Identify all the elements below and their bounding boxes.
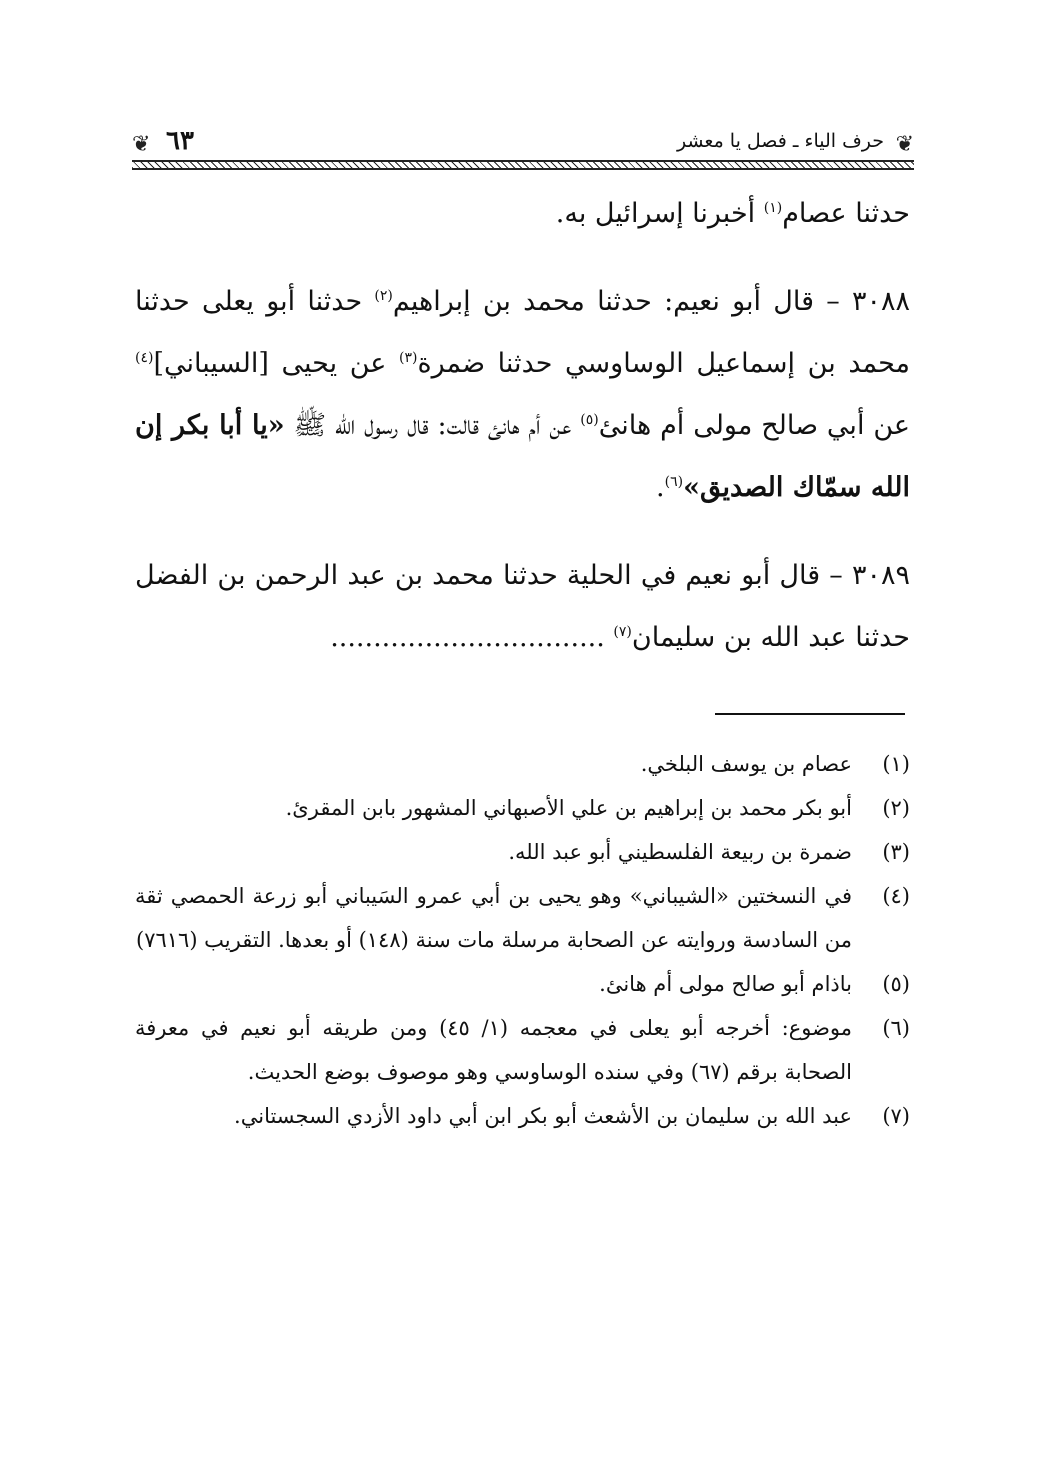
footnote-ref-4: (٤) [135, 350, 154, 366]
text-run: عن أبي صالح مولى أم هانئ [598, 410, 911, 441]
page-header [132, 120, 914, 180]
footnote-item [135, 874, 910, 962]
footnotes [135, 742, 910, 1138]
paragraph-continuation [135, 183, 910, 245]
ornament-left-icon: ❦ [132, 132, 151, 157]
text-run: عن يحيى [السيباني] [153, 348, 400, 379]
footnote-ref-5: (٥) [580, 412, 599, 428]
footnote-ref-6: (٦) [664, 474, 684, 490]
ornament-right-icon: ❦ [895, 132, 914, 157]
footnote-item [135, 1094, 910, 1138]
footnote-number: (٤) [882, 884, 910, 908]
footnote-number: (٦) [882, 1016, 910, 1040]
footnote-item [135, 962, 910, 1006]
text-run: حدثنا عصام [782, 198, 910, 229]
header-rule [132, 160, 914, 170]
footnote-text: ضمرة بن ربيعة الفلسطيني أبو عبد الله. [508, 840, 852, 864]
footnote-ref-3: (٣) [399, 350, 418, 366]
footnote-text: في النسختين «الشيباني» وهو يحيى بن أبي عمرو السَيباني أبو زرعة الحمصي ثقة من السادسة وروايته عن الصحابة مرسلة مات سنة (١٤٨) أو بعدها. التقريب (٧٦١٦) [135, 884, 852, 952]
footnote-text: عبد الله بن سليمان بن الأشعث أبو بكر ابن أبي داود الأزدي السجستاني. [234, 1104, 852, 1128]
text-run: ٣٠٨٨ – قال أبو نعيم: حدثنا محمد بن إبراهيم [392, 286, 911, 317]
footnote-number: (٧) [882, 1104, 910, 1128]
text-run: عن أم هانئ قالت: قال رسول الله ﷺ [284, 410, 581, 441]
footnote-item [135, 830, 910, 874]
footnote-text: موضوع: أخرجه أبو يعلى في معجمه (١/ ٤٥) ومن طريقه أبو نعيم في معرفة الصحابة برقم (٦٧) وفي سنده الوساوسي وهو موصوف بوضع الحديث. [135, 1016, 852, 1084]
continuation-dots: ................................ [330, 622, 614, 653]
footnote-number: (٣) [882, 840, 910, 864]
footnote-text: عصام بن يوسف البلخي. [640, 752, 852, 776]
footnote-number: (٢) [882, 796, 910, 820]
footnote-number: (٥) [882, 972, 910, 996]
text-run: أخبرنا إسرائيل به. [555, 198, 764, 229]
hadith-3089 [135, 545, 910, 669]
main-text [135, 183, 910, 669]
footnote-ref-2: (٢) [374, 288, 393, 304]
text-run: حدثنا أبو يعلى حدثنا محمد بن إسماعيل الوساوسي حدثنا ضمرة [135, 286, 911, 379]
footnote-ref-1: (١) [763, 200, 783, 216]
footnote-separator [715, 713, 905, 715]
hadith-quote: «يا أبا بكر إن الله سمّاك الصديق» [135, 410, 910, 503]
hadith-3088 [135, 271, 910, 519]
footnote-item [135, 1006, 910, 1094]
running-title: حرف الياء ـ فصل يا معشر [676, 130, 884, 152]
footnote-item [135, 742, 910, 786]
footnote-ref-7: (٧) [613, 624, 632, 640]
footnote-number: (١) [882, 752, 910, 776]
footnote-text: باذام أبو صالح مولى أم هانئ. [599, 972, 852, 996]
footnote-item [135, 786, 910, 830]
page-number: ٦٣ [166, 126, 194, 156]
footnote-text: أبو بكر محمد بن إبراهيم بن علي الأصبهاني المشهور بابن المقرئ. [285, 796, 852, 820]
text-run: . [656, 472, 665, 503]
text-run: ٣٠٨٩ – قال أبو نعيم في الحلية حدثنا محمد بن عبد الرحمن بن الفضل حدثنا عبد الله بن سليمان [135, 560, 910, 653]
